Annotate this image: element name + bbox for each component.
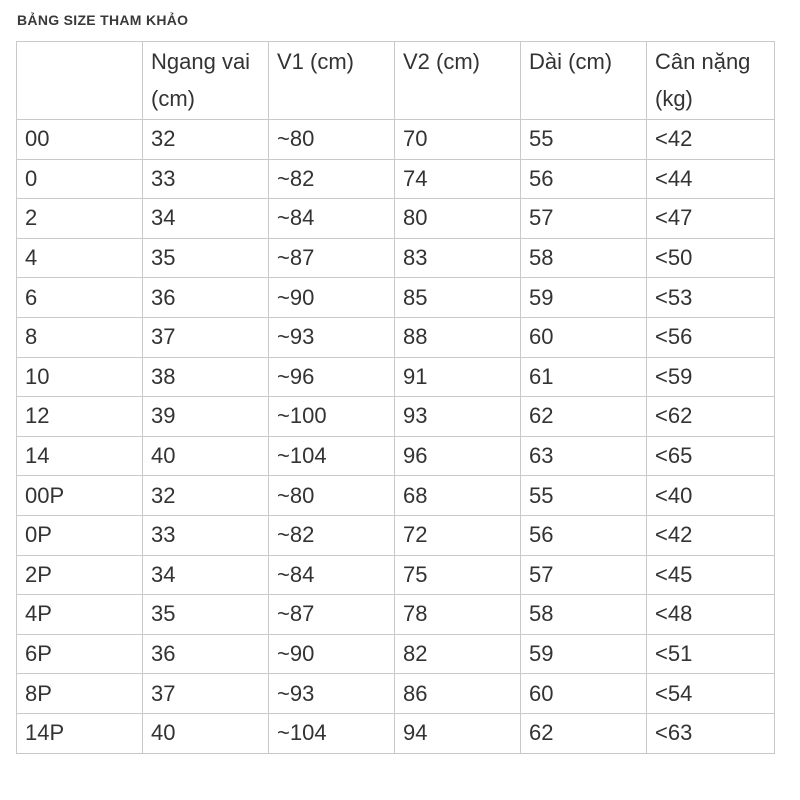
cell-shoulder: 33 bbox=[143, 515, 269, 555]
cell-v1: ~82 bbox=[269, 159, 395, 199]
cell-weight: <47 bbox=[647, 199, 775, 239]
cell-length: 62 bbox=[521, 713, 647, 753]
cell-v1: ~96 bbox=[269, 357, 395, 397]
cell-v2: 86 bbox=[395, 674, 521, 714]
cell-weight: <42 bbox=[647, 515, 775, 555]
cell-length: 60 bbox=[521, 674, 647, 714]
cell-v1: ~87 bbox=[269, 238, 395, 278]
cell-weight: <48 bbox=[647, 595, 775, 635]
cell-v1: ~100 bbox=[269, 397, 395, 437]
cell-size: 0 bbox=[17, 159, 143, 199]
cell-v1: ~84 bbox=[269, 555, 395, 595]
table-row bbox=[17, 317, 775, 357]
cell-shoulder: 36 bbox=[143, 634, 269, 674]
table-row bbox=[17, 634, 775, 674]
cell-size: 6P bbox=[17, 634, 143, 674]
cell-shoulder: 37 bbox=[143, 317, 269, 357]
cell-weight: <44 bbox=[647, 159, 775, 199]
cell-v1: ~90 bbox=[269, 278, 395, 318]
table-row bbox=[17, 357, 775, 397]
cell-v1: ~84 bbox=[269, 199, 395, 239]
cell-size: 14 bbox=[17, 436, 143, 476]
cell-size: 4P bbox=[17, 595, 143, 635]
cell-size: 12 bbox=[17, 397, 143, 437]
cell-v2: 88 bbox=[395, 317, 521, 357]
table-row bbox=[17, 238, 775, 278]
cell-size: 10 bbox=[17, 357, 143, 397]
cell-length: 57 bbox=[521, 199, 647, 239]
cell-weight: <59 bbox=[647, 357, 775, 397]
cell-size: 14P bbox=[17, 713, 143, 753]
cell-shoulder: 37 bbox=[143, 674, 269, 714]
cell-weight: <42 bbox=[647, 120, 775, 160]
table-row bbox=[17, 278, 775, 318]
cell-size: 4 bbox=[17, 238, 143, 278]
header-cell-length: Dài (cm) bbox=[521, 42, 647, 120]
cell-shoulder: 32 bbox=[143, 120, 269, 160]
header-cell-shoulder: Ngang vai (cm) bbox=[143, 42, 269, 120]
cell-shoulder: 35 bbox=[143, 595, 269, 635]
cell-weight: <54 bbox=[647, 674, 775, 714]
cell-size: 00 bbox=[17, 120, 143, 160]
size-table bbox=[16, 41, 775, 754]
table-row bbox=[17, 674, 775, 714]
cell-v1: ~104 bbox=[269, 713, 395, 753]
table-row bbox=[17, 436, 775, 476]
cell-shoulder: 34 bbox=[143, 199, 269, 239]
cell-v1: ~93 bbox=[269, 674, 395, 714]
table-row bbox=[17, 120, 775, 160]
cell-shoulder: 35 bbox=[143, 238, 269, 278]
cell-weight: <40 bbox=[647, 476, 775, 516]
table-row bbox=[17, 515, 775, 555]
cell-length: 60 bbox=[521, 317, 647, 357]
cell-v2: 96 bbox=[395, 436, 521, 476]
cell-v2: 85 bbox=[395, 278, 521, 318]
cell-length: 57 bbox=[521, 555, 647, 595]
table-row bbox=[17, 476, 775, 516]
cell-weight: <53 bbox=[647, 278, 775, 318]
cell-length: 59 bbox=[521, 634, 647, 674]
cell-shoulder: 33 bbox=[143, 159, 269, 199]
cell-shoulder: 36 bbox=[143, 278, 269, 318]
cell-v2: 93 bbox=[395, 397, 521, 437]
cell-length: 63 bbox=[521, 436, 647, 476]
table-row bbox=[17, 159, 775, 199]
cell-v2: 68 bbox=[395, 476, 521, 516]
table-row bbox=[17, 199, 775, 239]
cell-size: 6 bbox=[17, 278, 143, 318]
cell-length: 62 bbox=[521, 397, 647, 437]
page-title: BẢNG SIZE THAM KHẢO bbox=[17, 12, 189, 28]
cell-v1: ~82 bbox=[269, 515, 395, 555]
table-row bbox=[17, 595, 775, 635]
cell-v2: 78 bbox=[395, 595, 521, 635]
cell-weight: <62 bbox=[647, 397, 775, 437]
cell-size: 0P bbox=[17, 515, 143, 555]
cell-shoulder: 34 bbox=[143, 555, 269, 595]
cell-v1: ~90 bbox=[269, 634, 395, 674]
cell-shoulder: 32 bbox=[143, 476, 269, 516]
table-row bbox=[17, 555, 775, 595]
cell-weight: <45 bbox=[647, 555, 775, 595]
cell-shoulder: 38 bbox=[143, 357, 269, 397]
cell-v2: 72 bbox=[395, 515, 521, 555]
cell-size: 8 bbox=[17, 317, 143, 357]
cell-length: 56 bbox=[521, 515, 647, 555]
cell-size: 00P bbox=[17, 476, 143, 516]
cell-size: 8P bbox=[17, 674, 143, 714]
cell-v2: 74 bbox=[395, 159, 521, 199]
cell-v1: ~80 bbox=[269, 476, 395, 516]
cell-weight: <65 bbox=[647, 436, 775, 476]
cell-length: 58 bbox=[521, 238, 647, 278]
cell-length: 61 bbox=[521, 357, 647, 397]
cell-v1: ~93 bbox=[269, 317, 395, 357]
cell-length: 58 bbox=[521, 595, 647, 635]
cell-length: 55 bbox=[521, 120, 647, 160]
cell-v1: ~104 bbox=[269, 436, 395, 476]
cell-v2: 80 bbox=[395, 199, 521, 239]
cell-shoulder: 40 bbox=[143, 713, 269, 753]
cell-v1: ~80 bbox=[269, 120, 395, 160]
cell-length: 55 bbox=[521, 476, 647, 516]
cell-v1: ~87 bbox=[269, 595, 395, 635]
cell-length: 56 bbox=[521, 159, 647, 199]
cell-weight: <50 bbox=[647, 238, 775, 278]
cell-size: 2 bbox=[17, 199, 143, 239]
cell-size: 2P bbox=[17, 555, 143, 595]
header-cell-v1: V1 (cm) bbox=[269, 42, 395, 120]
cell-v2: 83 bbox=[395, 238, 521, 278]
cell-weight: <51 bbox=[647, 634, 775, 674]
cell-shoulder: 40 bbox=[143, 436, 269, 476]
cell-weight: <63 bbox=[647, 713, 775, 753]
cell-length: 59 bbox=[521, 278, 647, 318]
table-row bbox=[17, 397, 775, 437]
cell-v2: 75 bbox=[395, 555, 521, 595]
cell-weight: <56 bbox=[647, 317, 775, 357]
header-cell-v2: V2 (cm) bbox=[395, 42, 521, 120]
table-row bbox=[17, 713, 775, 753]
cell-shoulder: 39 bbox=[143, 397, 269, 437]
header-cell-size bbox=[17, 42, 143, 120]
header-cell-weight: Cân nặng (kg) bbox=[647, 42, 775, 120]
header-row bbox=[17, 42, 775, 120]
cell-v2: 70 bbox=[395, 120, 521, 160]
cell-v2: 94 bbox=[395, 713, 521, 753]
cell-v2: 82 bbox=[395, 634, 521, 674]
cell-v2: 91 bbox=[395, 357, 521, 397]
